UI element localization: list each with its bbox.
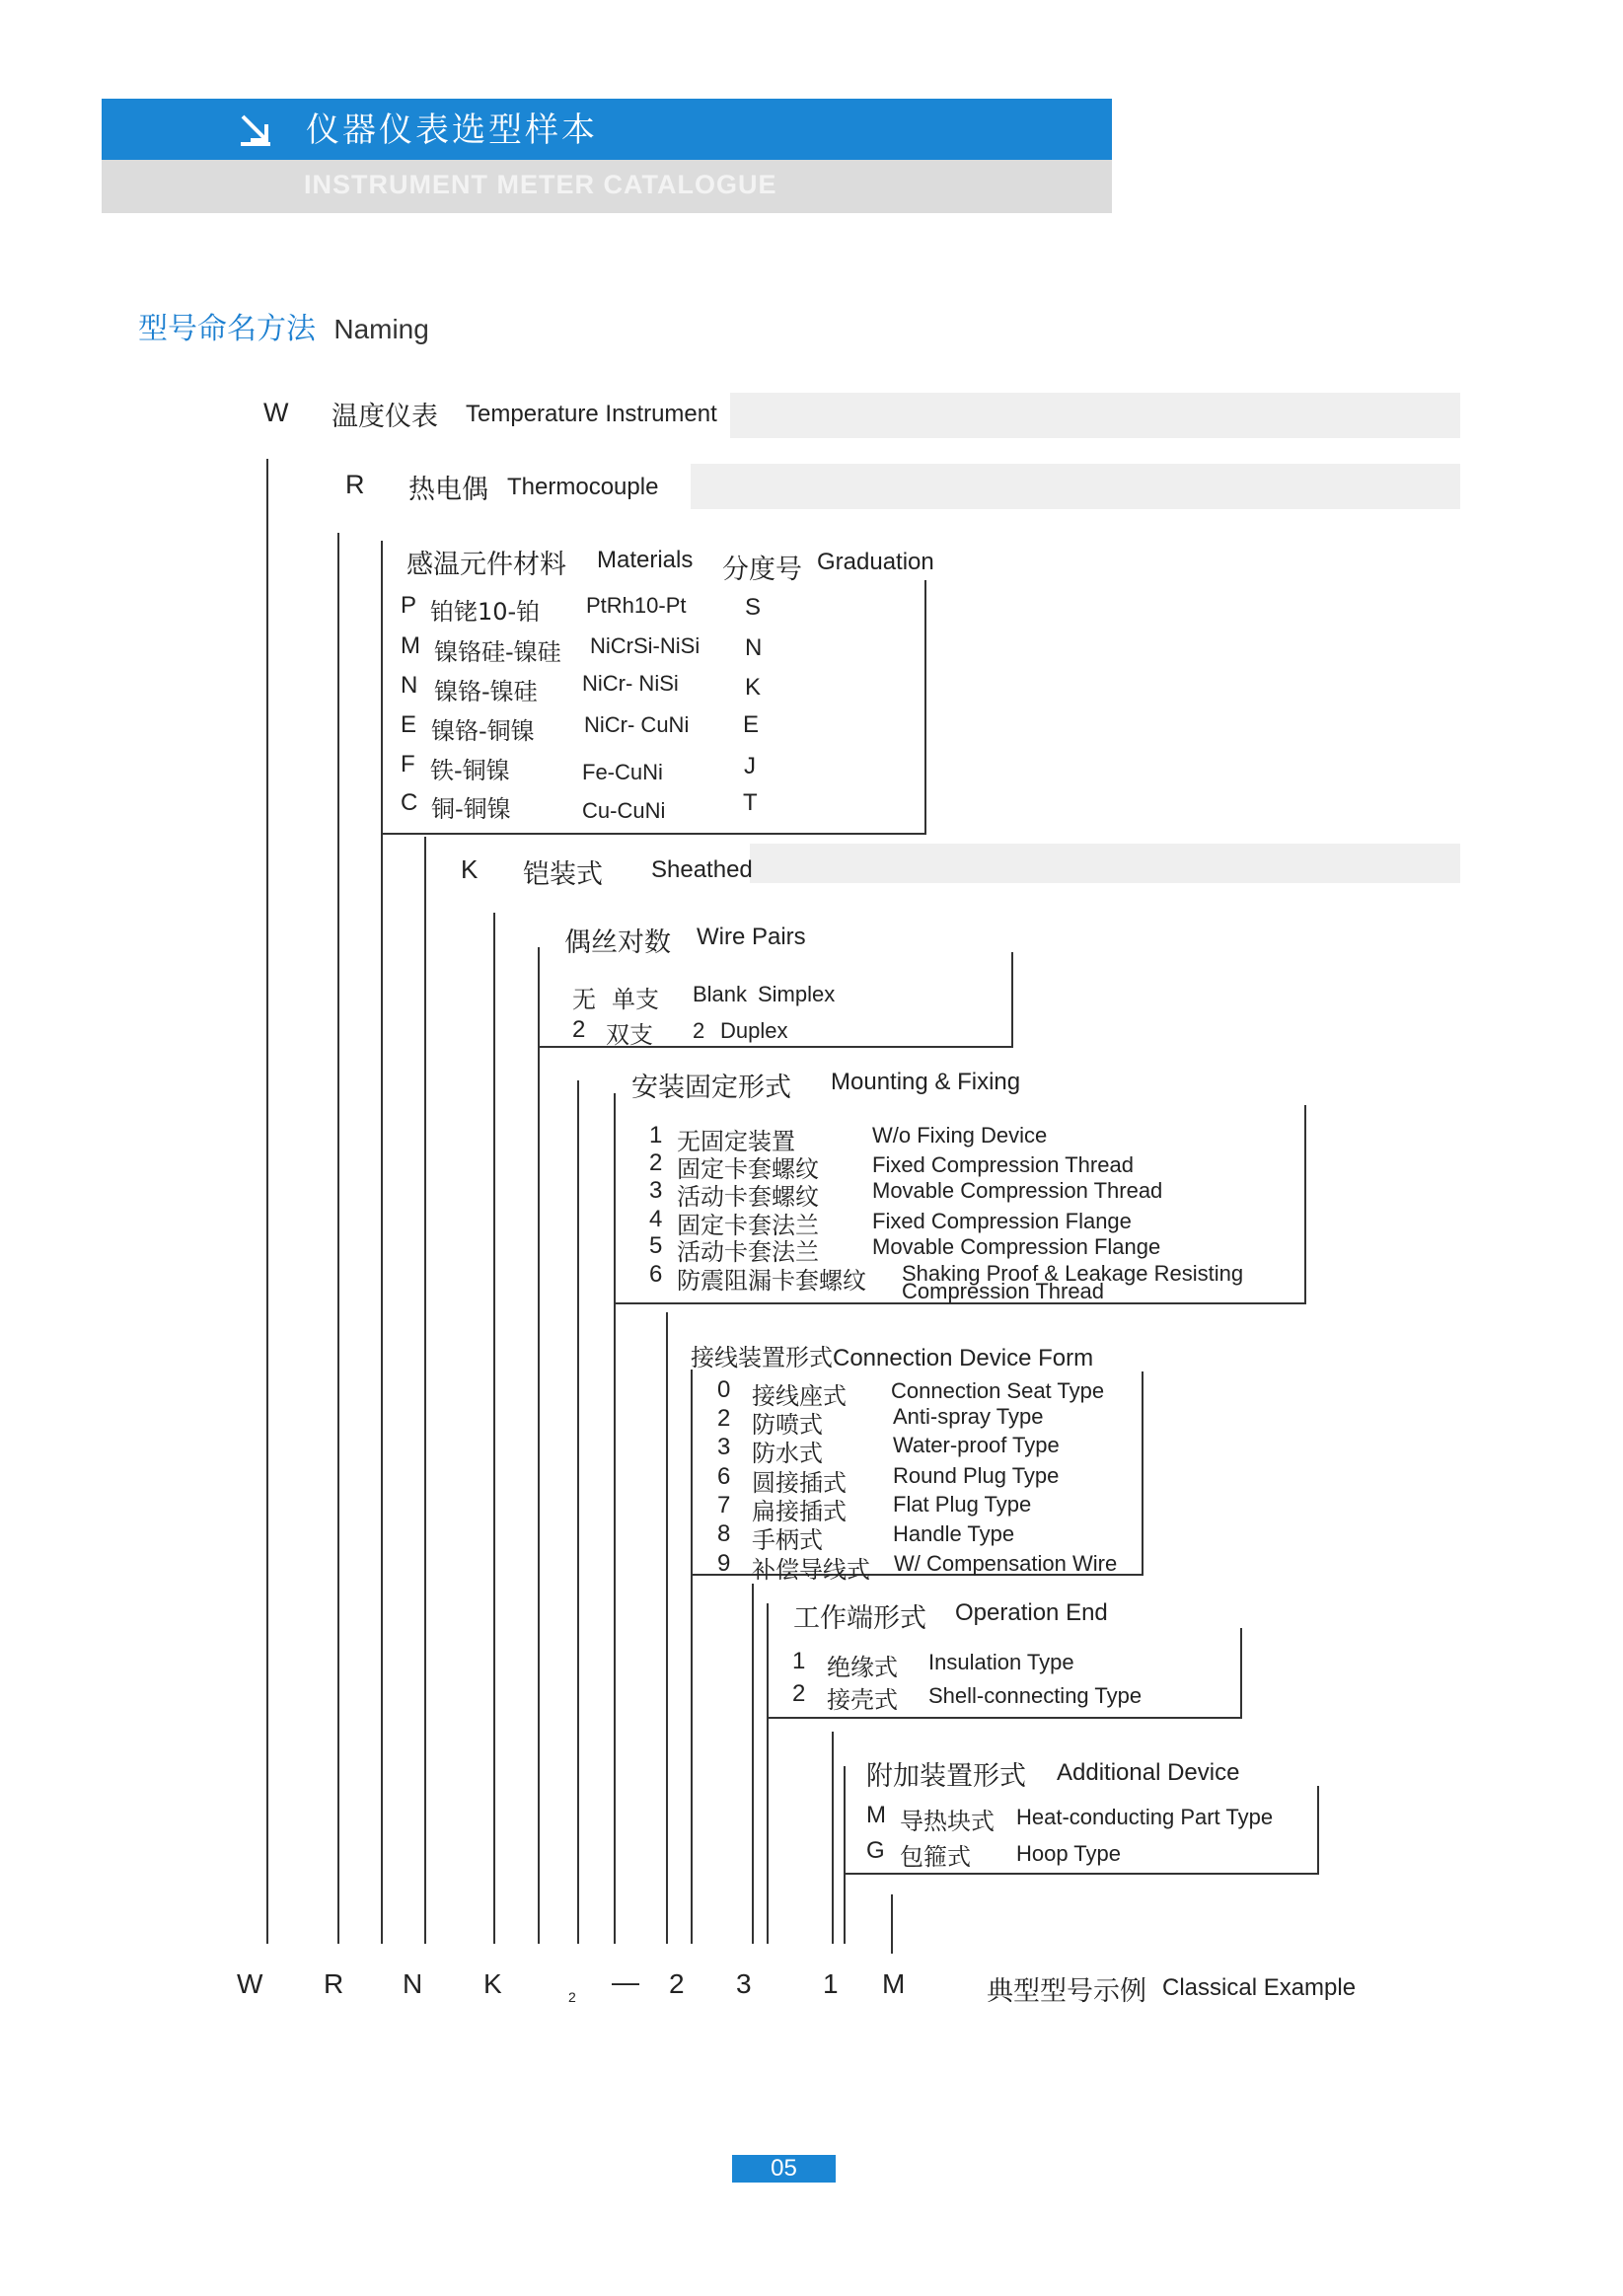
tree-line-wire	[538, 947, 540, 1944]
additional-en: Hoop Type	[1016, 1841, 1122, 1866]
mounting-name: 活动卡套法兰	[677, 1238, 819, 1266]
section-title-zh: 型号命名方法	[138, 312, 316, 346]
additional-title-zh: 附加装置形式	[866, 1761, 1026, 1792]
additional-title-en: Additional Device	[1057, 1759, 1240, 1786]
material-formula: Cu-CuNi	[582, 798, 666, 823]
materials-title-en: Materials	[597, 547, 694, 573]
tree-line-k	[424, 837, 426, 1944]
mounting-code: 5	[649, 1232, 663, 1259]
wire-pair-en-code: Blank	[693, 982, 748, 1006]
thermocouple-en: Thermocouple	[507, 474, 659, 500]
connection-name: 防水式	[752, 1440, 823, 1467]
mounting-en: W/o Fixing Device	[872, 1123, 1048, 1148]
operation-end-title-zh: 工作端形式	[793, 1603, 926, 1634]
material-name: 镍铬-镍硅	[434, 678, 538, 705]
operation-end-name: 绝缘式	[827, 1654, 898, 1681]
operation-end-code: 1	[792, 1648, 806, 1674]
wire-pair-name: 单支	[612, 986, 659, 1013]
mounting-name: 固定卡套法兰	[677, 1212, 819, 1239]
material-formula: NiCr- CuNi	[584, 712, 690, 737]
code-r: R	[345, 470, 365, 499]
example-code-r: R	[324, 1968, 344, 1999]
mounting-code: 4	[649, 1206, 663, 1232]
connection-code: 7	[717, 1492, 731, 1518]
mounting-code: 6	[649, 1261, 663, 1288]
classical-example-label-zh: 典型型号示例	[987, 1976, 1146, 2007]
connection-en: Connection Seat Type	[891, 1378, 1105, 1403]
example-code-connection: 3	[736, 1968, 752, 1999]
shade-band	[750, 844, 1460, 883]
connection-name: 补偿导线式	[752, 1556, 870, 1584]
material-code: P	[401, 592, 417, 619]
example-code-w: W	[237, 1968, 263, 1999]
mounting-code: 2	[649, 1149, 663, 1176]
shade-band	[691, 464, 1460, 509]
material-formula: NiCr- NiSi	[582, 671, 679, 696]
mounting-en: Fixed Compression Flange	[872, 1209, 1132, 1233]
operation-end-name: 接壳式	[827, 1686, 898, 1714]
temperature-instrument-zh: 温度仪表	[332, 402, 438, 432]
additional-code: G	[866, 1837, 885, 1864]
wire-pairs-title-zh: 偶丝对数	[564, 927, 671, 958]
section-title	[138, 304, 429, 347]
connection-en: W/ Compensation Wire	[894, 1551, 1118, 1576]
material-name: 镍铬-铜镍	[431, 717, 535, 745]
wire-pairs-title-en: Wire Pairs	[697, 924, 806, 950]
connection-code: 9	[717, 1550, 731, 1577]
material-formula: NiCrSi-NiSi	[590, 633, 701, 658]
material-graduation: J	[744, 753, 756, 779]
code-w: W	[263, 398, 289, 427]
additional-name: 包箍式	[900, 1843, 971, 1871]
material-name: 铁-铜镍	[430, 757, 510, 784]
operation-end-code: 2	[792, 1680, 806, 1707]
material-graduation: T	[743, 789, 758, 816]
tree-line-connection	[666, 1312, 668, 1944]
connection-code: 0	[717, 1376, 731, 1403]
connection-code: 3	[717, 1434, 731, 1460]
material-graduation: N	[745, 634, 763, 661]
mounting-en: Movable Compression Flange	[872, 1234, 1161, 1259]
operation-end-en: Shell-connecting Type	[928, 1683, 1143, 1708]
mounting-name: 防震阻漏卡套螺纹	[677, 1267, 866, 1295]
classical-example-label-en: Classical Example	[1162, 1974, 1357, 2001]
material-code: C	[401, 789, 418, 816]
material-graduation: E	[743, 711, 760, 738]
example-code-m: M	[882, 1968, 906, 1999]
mounting-code: 3	[649, 1177, 663, 1204]
tree-line-mounting	[577, 1080, 579, 1944]
wire-pair-name: 双支	[606, 1021, 653, 1049]
connection-en: Handle Type	[893, 1521, 1015, 1546]
sheathed-zh: 铠装式	[523, 859, 603, 890]
connection-name: 防喷式	[752, 1411, 823, 1439]
connection-en: Round Plug Type	[893, 1463, 1060, 1488]
mounting-title-zh: 安装固定形式	[631, 1073, 791, 1103]
material-graduation: S	[745, 594, 762, 621]
tree-line-m	[891, 1894, 893, 1954]
operation-end-en: Insulation Type	[928, 1650, 1074, 1674]
mounting-name: 固定卡套螺纹	[677, 1155, 819, 1183]
page-number: 05	[732, 2155, 836, 2183]
mounting-name: 活动卡套螺纹	[677, 1183, 819, 1211]
mounting-code: 1	[649, 1122, 663, 1148]
connection-name: 圆接插式	[752, 1469, 847, 1497]
material-name: 镍铬硅-镍硅	[434, 638, 561, 666]
code-k: K	[461, 854, 479, 884]
example-code-2: 2	[568, 1989, 576, 2005]
double-down-right-arrow-icon	[237, 111, 276, 150]
example-code-k: K	[483, 1968, 502, 1999]
additional-name: 导热块式	[900, 1808, 995, 1835]
connection-name: 扁接插式	[752, 1498, 847, 1525]
tree-line-operation	[752, 1584, 754, 1944]
wire-pair-en-code: 2	[693, 1018, 705, 1043]
wire-pair-en: Duplex	[720, 1018, 788, 1043]
material-code: N	[401, 672, 418, 699]
connection-en: Water-proof Type	[893, 1433, 1060, 1457]
wire-pair-en: Simplex	[758, 982, 836, 1006]
temperature-instrument-en: Temperature Instrument	[466, 401, 717, 427]
connection-code: 6	[717, 1463, 731, 1490]
mounting-en-line2: Compression Thread	[902, 1279, 1105, 1303]
material-code: M	[401, 632, 420, 659]
mounting-en: Movable Compression Thread	[872, 1178, 1163, 1203]
materials-title-zh: 感温元件材料	[406, 550, 566, 580]
material-code: E	[401, 711, 417, 738]
wire-pair-code: 2	[572, 1016, 586, 1043]
mounting-title-en: Mounting & Fixing	[831, 1069, 1021, 1095]
graduation-title-en: Graduation	[817, 549, 934, 575]
connection-title: 接线装置形式Connection Device Form	[691, 1345, 1094, 1371]
connection-name: 接线座式	[752, 1382, 847, 1410]
tree-line-w	[266, 459, 268, 1944]
sheathed-en: Sheathed	[651, 856, 753, 883]
example-code-n: N	[403, 1968, 423, 1999]
additional-code: M	[866, 1802, 886, 1828]
graduation-title-zh: 分度号	[722, 555, 802, 585]
material-code: F	[401, 751, 415, 778]
mounting-en: Shaking Proof & Leakage Resisting	[902, 1261, 1244, 1286]
material-name: 铂铑10-铂	[430, 598, 541, 626]
mounting-en: Fixed Compression Thread	[872, 1152, 1134, 1177]
example-code-operation: 1	[823, 1968, 839, 1999]
wire-pair-code: 无	[572, 986, 596, 1013]
connection-name: 手柄式	[752, 1526, 823, 1554]
material-graduation: K	[745, 674, 762, 701]
material-name: 铜-铜镍	[431, 795, 511, 823]
connection-code: 8	[717, 1520, 731, 1547]
thermocouple-zh: 热电偶	[408, 475, 488, 505]
connection-en: Flat Plug Type	[893, 1492, 1032, 1517]
section-title-en: Naming	[333, 314, 429, 344]
example-dash: —	[612, 1966, 639, 1997]
shade-band	[730, 393, 1460, 438]
example-code-mounting: 2	[669, 1968, 685, 1999]
catalogue-title: 仪器仪表选型样本	[306, 111, 598, 150]
mounting-name: 无固定装置	[677, 1128, 795, 1155]
tree-line-r	[337, 533, 339, 1944]
material-formula: Fe-CuNi	[582, 760, 663, 784]
additional-en: Heat-conducting Part Type	[1016, 1805, 1274, 1829]
tree-line-k2	[493, 913, 495, 1944]
connection-en: Anti-spray Type	[893, 1404, 1044, 1429]
catalogue-subtitle: INSTRUMENT METER CATALOGUE	[304, 170, 777, 199]
material-formula: PtRh10-Pt	[586, 593, 687, 618]
tree-line-additional	[832, 1732, 834, 1944]
operation-end-title-en: Operation End	[955, 1599, 1108, 1626]
connection-code: 2	[717, 1405, 731, 1432]
